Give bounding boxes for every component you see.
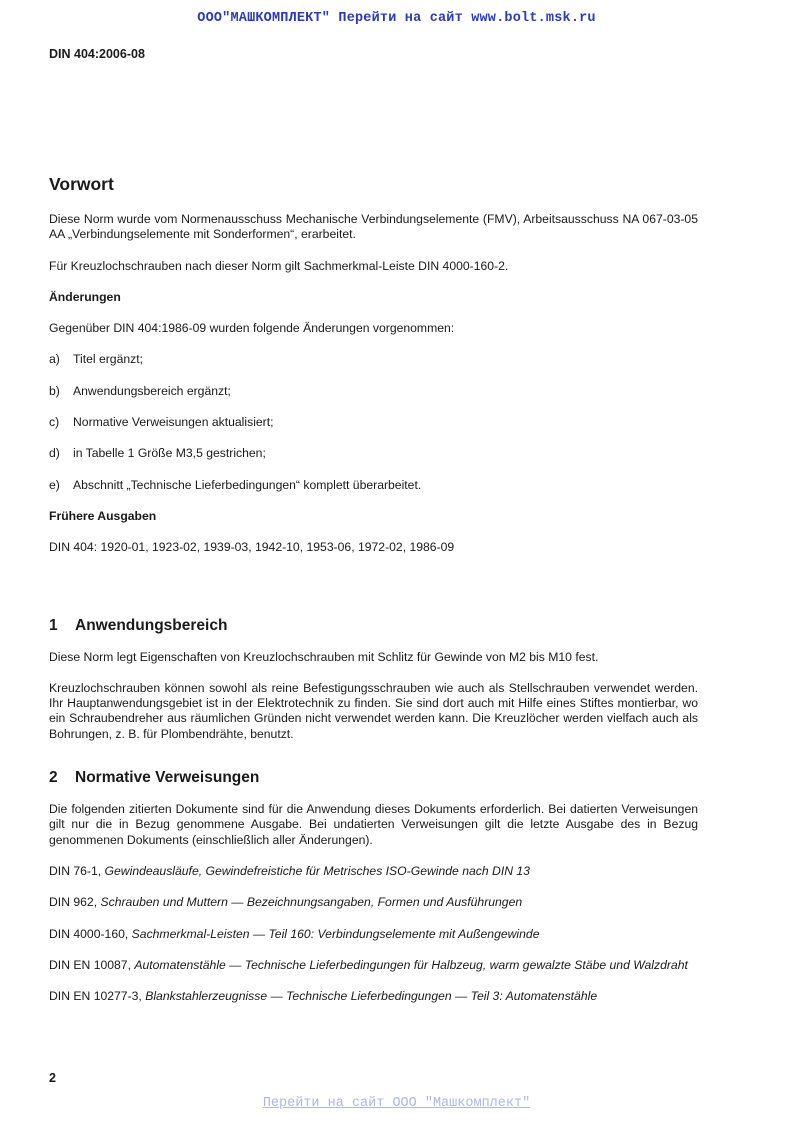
reference-code: DIN EN 10277-3, xyxy=(49,989,146,1004)
editions-list: DIN 404: 1920-01, 1923-02, 1939-03, 1942-10, 1953-06, 1972-02, 1986-09 xyxy=(49,540,455,555)
section-1-paragraph-1: Diese Norm legt Eigenschaften von Kreuzlochschrauben mit Schlitz für Gewinde von M2 bis M10 fest. xyxy=(49,649,599,664)
reference-item xyxy=(49,989,698,1004)
change-letter: b) xyxy=(49,383,60,398)
change-text: in Tabelle 1 Größe M3,5 gestrichen; xyxy=(73,446,266,461)
page-number: 2 xyxy=(49,1071,56,1085)
reference-title: Schrauben und Muttern — Bezeichnungsangaben, Formen und Ausführungen xyxy=(100,895,523,910)
change-letter: e) xyxy=(49,477,60,492)
vorwort-paragraph-2: Für Kreuzlochschrauben nach dieser Norm gilt Sachmerkmal-Leiste DIN 4000-160-2. xyxy=(49,258,509,273)
reference-code: DIN 76-1, xyxy=(49,863,105,878)
change-text: Titel ergänzt; xyxy=(73,352,143,367)
changes-heading: Änderungen xyxy=(49,289,121,304)
section-number: 2 xyxy=(49,769,58,787)
editions-heading: Frühere Ausgaben xyxy=(49,508,157,523)
reference-code: DIN 4000-160, xyxy=(49,926,132,941)
reference-title: Sachmerkmal-Leisten — Teil 160: Verbindungselemente mit Außengewinde xyxy=(131,926,540,941)
reference-code: DIN 962, xyxy=(49,895,101,910)
reference-item xyxy=(49,895,698,910)
reference-title: Gewindeausläufe, Gewindefreistiche für Metrisches ISO-Gewinde nach DIN 13 xyxy=(104,863,530,878)
bottom-site-link[interactable]: Перейти на сайт ООО "Машкомплект" xyxy=(262,1096,531,1111)
vorwort-paragraph-1: Diese Norm wurde vom Normenausschuss Mechanische Verbindungselemente (FMV), Arbeitsausschuss NA 067-03-05 AA „Verbindungselemente mit Sonderformen“, erarbeitet. xyxy=(49,212,698,242)
change-letter: a) xyxy=(49,352,60,367)
changes-intro: Gegenüber DIN 404:1986-09 wurden folgende Änderungen vorgenommen: xyxy=(49,321,455,336)
section-1-paragraph-2: Kreuzlochschrauben können sowohl als reine Befestigungsschrauben wie auch als Stellschrauben verwendet werden. Ihr Hauptanwendungsgebiet ist in der Elektrotechnik zu finden. Sie sind dort auch mit Hilfe eines Stiftes montierbar, wo ein Schraubendreher aus räumlichen Gründen nicht verwendet werden kann. Die Kreuzlöcher werden vielfach auch als Bohrungen, z. B. für Plombendrähte, benutzt. xyxy=(49,680,698,741)
change-letter: d) xyxy=(49,446,60,461)
section-2-intro: Die folgenden zitierten Dokumente sind für die Anwendung dieses Dokuments erforderlich. Bei datierten Verweisungen gilt nur die in Bezug genommene Ausgabe. Bei undatierten Verweisungen gilt die letzte Ausgabe des in Bezug genommenen Dokuments (einschließlich aller Änderungen). xyxy=(49,802,698,847)
reference-title: Blankstahlerzeugnisse — Technische Lieferbedingungen — Teil 3: Automatenstähle xyxy=(145,989,598,1004)
reference-item xyxy=(49,958,698,973)
document-id: DIN 404:2006-08 xyxy=(49,47,145,61)
page-content xyxy=(49,173,698,1020)
section-title: Anwendungsbereich xyxy=(75,616,228,634)
change-item xyxy=(49,415,698,430)
reference-code: DIN EN 10087, xyxy=(49,957,135,972)
reference-title: Automatenstähle — Technische Lieferbedingungen für Halbzeug, warm gewalzte Stäbe und Walzdraht xyxy=(134,957,688,972)
change-item xyxy=(49,478,698,493)
section-2-heading xyxy=(49,768,698,788)
change-text: Abschnitt „Technische Lieferbedingungen“ komplett überarbeitet. xyxy=(73,477,422,492)
change-letter: c) xyxy=(49,415,60,430)
change-item xyxy=(49,446,698,461)
section-title: Normative Verweisungen xyxy=(75,769,260,787)
change-text: Normative Verweisungen aktualisiert; xyxy=(73,415,274,430)
section-number: 1 xyxy=(49,616,58,634)
change-item xyxy=(49,352,698,367)
change-item xyxy=(49,384,698,399)
vorwort-heading: Vorwort xyxy=(49,174,114,194)
change-text: Anwendungsbereich ergänzt; xyxy=(73,383,231,398)
reference-item xyxy=(49,927,698,942)
section-1-heading xyxy=(49,616,698,636)
site-banner-link[interactable]: ООО"МАШКОМПЛЕКТ" Перейти на сайт www.bolt.msk.ru xyxy=(197,11,596,26)
reference-item xyxy=(49,864,698,879)
